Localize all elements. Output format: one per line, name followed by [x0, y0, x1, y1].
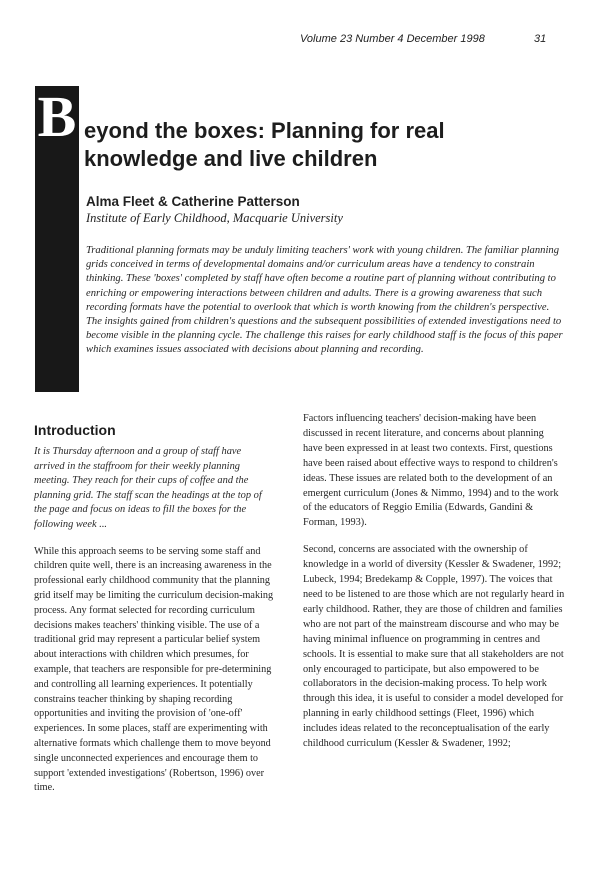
- intro-paragraph: While this approach seems to be serving some staff and children quite well, there is an increasing awareness in the professional early childhood community that the planning grid itself may be limiting the curriculum decision-making process. Any format selected for recording curriculum decisions makes teachers' thinking visible. The use of a traditional grid may represent a particular belief system about interactions with children which presumes, for example, that teachers are responsible for pre-determining and controlling all learning experiences. It potentially constrains teacher thinking by shaping recording opportunities and inviting the provision of 'one-off' experiences. In some places, staff are experimenting with alternative formats which challenge them to move beyond single unconnected experiences and encourage them to support 'extended investigations' (Robertson, 1996) over time.: [34, 545, 274, 794]
- decorative-side-bar: [35, 86, 79, 392]
- article-title: eyond the boxes: Planning for real knowledge and live children: [84, 118, 445, 171]
- body-paragraph-second-concerns: Second, concerns are associated with the ownership of knowledge in a world of diversity (Kessler & Swadener, 1992; Lubeck, 1994; Bredekamp & Copple, 1997). The voices that need to be listened to are those which are not regularly heard in early childhood. Rather, they are those of children and families who are not part of the mainstream discourse and who may be having minimal influence on programming in centres and schools. It is essential to make sure that all stakeholders are not only encouraged to participate, but also empowered to be collaborators in the decision-making process. To help work through this idea, it is useful to consider a model developed for planning in early childhood settings (Fleet, 1996) which includes ideas related to the reconceptualisation of the early childhood curriculum (Kessler & Swadener, 1992;: [303, 544, 565, 750]
- drop-cap: B: [37, 84, 77, 149]
- body-paragraph-factors: Factors influencing teachers' decision-making have been discussed in recent literature, and concerns about planning have been expressed in at least two contexts. First, questions have been raised about effective ways to respond to children's ideas. These issues are related both to the development of an emergent curriculum (Jones & Nimmo, 1994) and to the work of the educators of Reggio Emilia (Edwards, Gandini & Forman, 1993).: [303, 413, 559, 529]
- affiliation: Institute of Early Childhood, Macquarie University: [86, 211, 343, 225]
- left-column: [34, 421, 284, 796]
- journal-header: Volume 23 Number 4 December 1998: [300, 33, 485, 45]
- authors: Alma Fleet & Catherine Patterson: [86, 194, 300, 209]
- right-column: [303, 412, 565, 752]
- abstract: Traditional planning formats may be unduly limiting teachers' work with young children. The familiar planning grids conceived in terms of developmental domains and/or curriculum areas have a tendency to constrain thinking. These 'boxes' completed by staff have often become a routine part of planning without contributing to enriching or empowering interactions between children and adults. There is a growing awareness that such recording formats have the potential to overlook that which is worth knowing from the children's perspective. The insights gained from children's questions and the subsequent possibilities of extended investigations need to become visible in the planning cycle. The challenge this raises for early childhood staff is the focus of this paper which examines issues associated with decisions about planning and recording.: [86, 245, 563, 356]
- intro-vignette: It is Thursday afternoon and a group of staff have arrived in the staffroom for their weekly planning meeting. They reach for their cups of coffee and the planning grid. The staff scan the headings at the top of the page and focus on ideas to fill the boxes for the following week ...: [34, 446, 262, 530]
- section-heading-introduction: Introduction: [34, 422, 116, 438]
- page-number: 31: [534, 33, 547, 45]
